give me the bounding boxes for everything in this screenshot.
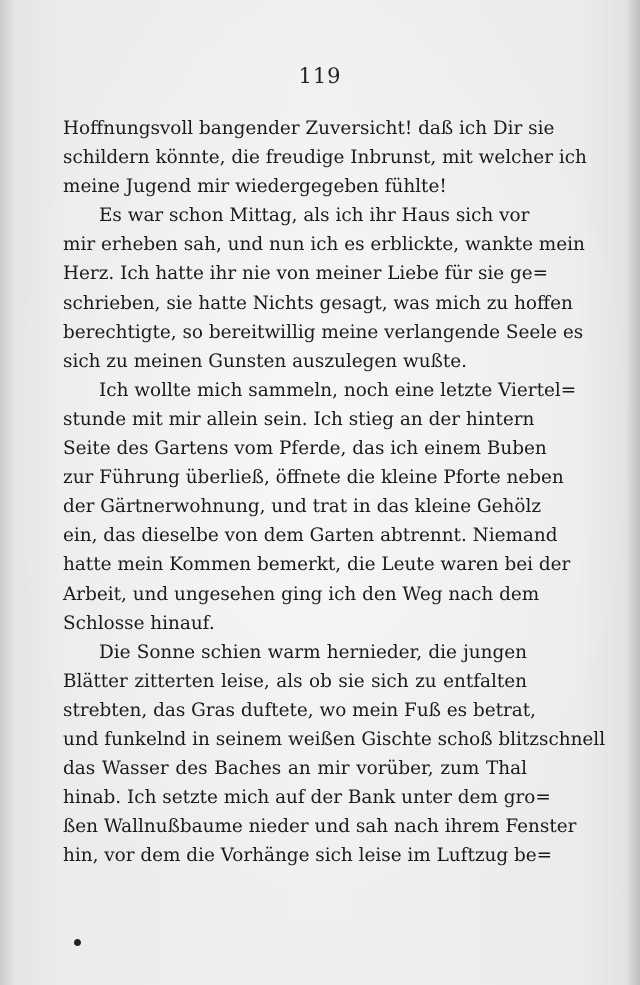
text-line: Es war schon Mittag, als ich ihr Haus sich vor (99, 205, 530, 227)
text-line: Schlosse hinauf. (63, 612, 215, 634)
text-line: der Gärtnerwohnung, und trat in das kleine Gehölz (63, 496, 542, 518)
page-number: 119 (298, 64, 342, 88)
text-line: berechtigte, so bereitwillig meine verlangende Seele es (63, 321, 584, 343)
text-line: hin, vor dem die Vorhänge sich leise im Luftzug be= (63, 845, 553, 867)
text-line: Die Sonne schien warm hernieder, die jungen (99, 641, 527, 663)
text-line: Seite des Gartens vom Pferde, das ich einem Buben (63, 438, 547, 460)
page-edge-shadow (626, 0, 640, 985)
text-line: sich zu meinen Gunsten auszulegen wußte. (63, 350, 467, 372)
text-line: mir erheben sah, und nun ich es erblickte, wankte mein (63, 234, 585, 256)
text-line: schildern könnte, die freudige Inbrunst, mit welcher ich (63, 147, 587, 169)
text-line: ein, das dieselbe von dem Garten abtrennt. Niemand (63, 525, 558, 547)
text-line: hinab. Ich setzte mich auf der Bank unter dem gro= (63, 787, 551, 809)
text-line: meine Jugend mir wiedergegeben fühlte! (63, 176, 447, 198)
text-line: ßen Wallnußbaume nieder und sah nach ihrem Fenster (63, 816, 577, 838)
text-line: Herz. Ich hatte ihr nie von meiner Liebe für sie ge= (63, 263, 549, 285)
text-line: stunde mit mir allein sein. Ich stieg an der hintern (63, 408, 535, 430)
text-line: hatte mein Kommen bemerkt, die Leute waren bei der (63, 554, 571, 576)
text-line: Arbeit, und ungesehen ging ich den Weg nach dem (63, 583, 540, 605)
text-line: Hoffnungsvoll bangender Zuversicht! daß ich Dir sie (63, 118, 555, 139)
text-line: strebten, das Gras duftete, wo mein Fuß es betrat, (63, 699, 536, 721)
text-line: schrieben, sie hatte Nichts gesagt, was mich zu hoffen (63, 292, 573, 314)
text-line: und funkelnd in seinem weißen Gischte schoß blitzschnell (63, 728, 606, 750)
text-line: Ich wollte mich sammeln, noch eine letzte Viertel= (99, 379, 577, 401)
ink-spot (74, 939, 81, 946)
text-line: zur Führung überließ, öffnete die kleine Pforte neben (63, 467, 564, 489)
text-line: Blätter zitterten leise, als ob sie sich zu entfalten (63, 670, 527, 692)
body-text (63, 114, 606, 870)
text-line: das Wasser des Baches an mir vorüber, zum Thal (63, 758, 527, 780)
